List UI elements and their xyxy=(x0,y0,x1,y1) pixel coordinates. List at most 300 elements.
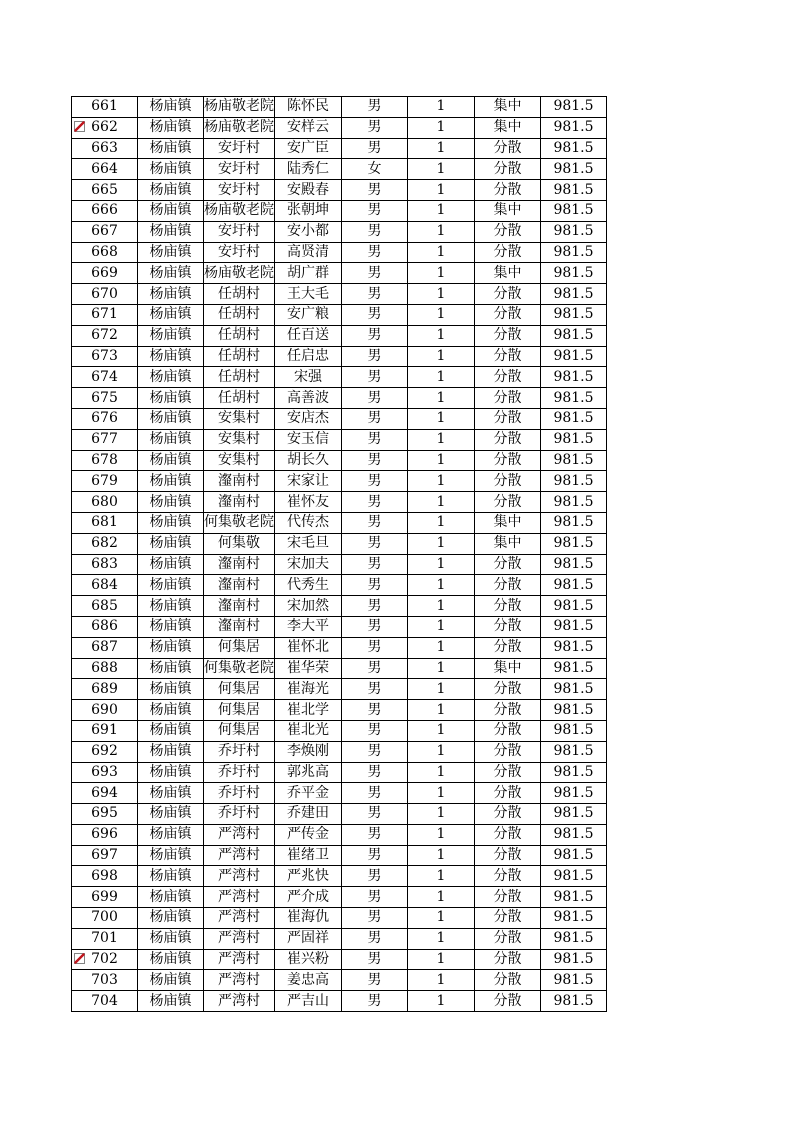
row-number-cell[interactable] xyxy=(72,908,138,929)
count-cell[interactable]: 1 xyxy=(408,388,475,409)
village-cell[interactable]: 安圩村 xyxy=(204,180,275,201)
amount-cell[interactable]: 981.5 xyxy=(541,679,607,700)
support-type-cell[interactable]: 分散 xyxy=(475,762,541,783)
amount-cell[interactable]: 981.5 xyxy=(541,720,607,741)
sex-cell[interactable]: 男 xyxy=(342,242,408,263)
name-cell[interactable]: 宋加夫 xyxy=(275,554,342,575)
support-type-cell[interactable]: 集中 xyxy=(475,533,541,554)
support-type-cell[interactable]: 分散 xyxy=(475,180,541,201)
amount-cell[interactable]: 981.5 xyxy=(541,970,607,991)
amount-cell[interactable]: 981.5 xyxy=(541,700,607,721)
name-cell[interactable]: 乔平金 xyxy=(275,783,342,804)
town-cell[interactable]: 杨庙镇 xyxy=(138,804,204,825)
amount-cell[interactable]: 981.5 xyxy=(541,908,607,929)
town-cell[interactable]: 杨庙镇 xyxy=(138,928,204,949)
village-cell[interactable]: 严湾村 xyxy=(204,845,275,866)
village-cell[interactable]: 严湾村 xyxy=(204,824,275,845)
row-number-cell[interactable] xyxy=(72,512,138,533)
town-cell[interactable]: 杨庙镇 xyxy=(138,367,204,388)
town-cell[interactable]: 杨庙镇 xyxy=(138,658,204,679)
row-number-cell[interactable] xyxy=(72,450,138,471)
row-number-cell[interactable] xyxy=(72,408,138,429)
sex-cell[interactable]: 男 xyxy=(342,596,408,617)
town-cell[interactable]: 杨庙镇 xyxy=(138,304,204,325)
village-cell[interactable]: 严湾村 xyxy=(204,866,275,887)
town-cell[interactable]: 杨庙镇 xyxy=(138,346,204,367)
name-cell[interactable]: 严吉山 xyxy=(275,991,342,1012)
town-cell[interactable]: 杨庙镇 xyxy=(138,242,204,263)
village-cell[interactable]: 安圩村 xyxy=(204,159,275,180)
amount-cell[interactable]: 981.5 xyxy=(541,284,607,305)
town-cell[interactable]: 杨庙镇 xyxy=(138,263,204,284)
village-cell[interactable]: 何集居 xyxy=(204,637,275,658)
amount-cell[interactable]: 981.5 xyxy=(541,221,607,242)
count-cell[interactable]: 1 xyxy=(408,97,475,118)
town-cell[interactable]: 杨庙镇 xyxy=(138,429,204,450)
support-type-cell[interactable]: 分散 xyxy=(475,408,541,429)
amount-cell[interactable]: 981.5 xyxy=(541,658,607,679)
amount-cell[interactable]: 981.5 xyxy=(541,263,607,284)
amount-cell[interactable]: 981.5 xyxy=(541,783,607,804)
name-cell[interactable]: 宋强 xyxy=(275,367,342,388)
sex-cell[interactable]: 男 xyxy=(342,512,408,533)
amount-cell[interactable]: 981.5 xyxy=(541,949,607,970)
row-number-cell[interactable] xyxy=(72,304,138,325)
row-number-cell[interactable] xyxy=(72,824,138,845)
town-cell[interactable]: 杨庙镇 xyxy=(138,949,204,970)
support-type-cell[interactable]: 分散 xyxy=(475,492,541,513)
amount-cell[interactable]: 981.5 xyxy=(541,242,607,263)
amount-cell[interactable]: 981.5 xyxy=(541,346,607,367)
support-type-cell[interactable]: 分散 xyxy=(475,325,541,346)
count-cell[interactable]: 1 xyxy=(408,741,475,762)
count-cell[interactable]: 1 xyxy=(408,970,475,991)
support-type-cell[interactable]: 分散 xyxy=(475,346,541,367)
count-cell[interactable]: 1 xyxy=(408,783,475,804)
support-type-cell[interactable]: 分散 xyxy=(475,575,541,596)
support-type-cell[interactable]: 分散 xyxy=(475,866,541,887)
support-type-cell[interactable]: 分散 xyxy=(475,970,541,991)
amount-cell[interactable]: 981.5 xyxy=(541,180,607,201)
village-cell[interactable]: 安圩村 xyxy=(204,138,275,159)
amount-cell[interactable]: 981.5 xyxy=(541,97,607,118)
row-number-cell[interactable] xyxy=(72,616,138,637)
name-cell[interactable]: 任百送 xyxy=(275,325,342,346)
name-cell[interactable]: 严固祥 xyxy=(275,928,342,949)
name-cell[interactable]: 宋加然 xyxy=(275,596,342,617)
village-cell[interactable]: 杨庙敬老院 xyxy=(204,117,275,138)
sex-cell[interactable]: 男 xyxy=(342,325,408,346)
sex-cell[interactable]: 男 xyxy=(342,200,408,221)
support-type-cell[interactable]: 分散 xyxy=(475,388,541,409)
amount-cell[interactable]: 981.5 xyxy=(541,866,607,887)
pencil-note-icon[interactable] xyxy=(74,121,85,132)
row-number-cell[interactable] xyxy=(72,263,138,284)
town-cell[interactable]: 杨庙镇 xyxy=(138,200,204,221)
row-number-cell[interactable] xyxy=(72,741,138,762)
support-type-cell[interactable]: 分散 xyxy=(475,845,541,866)
sex-cell[interactable]: 男 xyxy=(342,388,408,409)
support-type-cell[interactable]: 分散 xyxy=(475,138,541,159)
count-cell[interactable]: 1 xyxy=(408,408,475,429)
name-cell[interactable]: 安小都 xyxy=(275,221,342,242)
row-number-cell[interactable] xyxy=(72,575,138,596)
village-cell[interactable]: 任胡村 xyxy=(204,367,275,388)
town-cell[interactable]: 杨庙镇 xyxy=(138,492,204,513)
name-cell[interactable]: 安殿春 xyxy=(275,180,342,201)
village-cell[interactable]: 何集敬老院 xyxy=(204,658,275,679)
count-cell[interactable]: 1 xyxy=(408,762,475,783)
sex-cell[interactable]: 男 xyxy=(342,928,408,949)
row-number-cell[interactable] xyxy=(72,367,138,388)
count-cell[interactable]: 1 xyxy=(408,242,475,263)
row-number-cell[interactable] xyxy=(72,596,138,617)
amount-cell[interactable]: 981.5 xyxy=(541,408,607,429)
village-cell[interactable]: 乔圩村 xyxy=(204,783,275,804)
sex-cell[interactable]: 男 xyxy=(342,845,408,866)
village-cell[interactable]: 严湾村 xyxy=(204,970,275,991)
count-cell[interactable]: 1 xyxy=(408,887,475,908)
village-cell[interactable]: 安集村 xyxy=(204,408,275,429)
row-number-cell[interactable] xyxy=(72,679,138,700)
support-type-cell[interactable]: 分散 xyxy=(475,928,541,949)
row-number-cell[interactable] xyxy=(72,866,138,887)
sex-cell[interactable]: 男 xyxy=(342,221,408,242)
count-cell[interactable]: 1 xyxy=(408,658,475,679)
town-cell[interactable]: 杨庙镇 xyxy=(138,450,204,471)
name-cell[interactable]: 宋毛旦 xyxy=(275,533,342,554)
town-cell[interactable]: 杨庙镇 xyxy=(138,575,204,596)
amount-cell[interactable]: 981.5 xyxy=(541,637,607,658)
name-cell[interactable]: 安玉信 xyxy=(275,429,342,450)
count-cell[interactable]: 1 xyxy=(408,429,475,450)
count-cell[interactable]: 1 xyxy=(408,159,475,180)
name-cell[interactable]: 崔海光 xyxy=(275,679,342,700)
sex-cell[interactable]: 男 xyxy=(342,263,408,284)
count-cell[interactable]: 1 xyxy=(408,554,475,575)
row-number-cell[interactable] xyxy=(72,284,138,305)
sex-cell[interactable]: 男 xyxy=(342,949,408,970)
sex-cell[interactable]: 男 xyxy=(342,471,408,492)
row-number-cell[interactable] xyxy=(72,949,138,970)
name-cell[interactable]: 代秀生 xyxy=(275,575,342,596)
sex-cell[interactable]: 男 xyxy=(342,783,408,804)
count-cell[interactable]: 1 xyxy=(408,928,475,949)
village-cell[interactable]: 安圩村 xyxy=(204,242,275,263)
sex-cell[interactable]: 男 xyxy=(342,741,408,762)
count-cell[interactable]: 1 xyxy=(408,949,475,970)
sex-cell[interactable]: 男 xyxy=(342,575,408,596)
village-cell[interactable]: 任胡村 xyxy=(204,304,275,325)
village-cell[interactable]: 瀣南村 xyxy=(204,471,275,492)
row-number-cell[interactable] xyxy=(72,159,138,180)
name-cell[interactable]: 高善波 xyxy=(275,388,342,409)
sex-cell[interactable]: 男 xyxy=(342,720,408,741)
row-number-cell[interactable] xyxy=(72,887,138,908)
village-cell[interactable]: 严湾村 xyxy=(204,928,275,949)
support-type-cell[interactable]: 分散 xyxy=(475,783,541,804)
name-cell[interactable]: 李大平 xyxy=(275,616,342,637)
sex-cell[interactable]: 男 xyxy=(342,637,408,658)
count-cell[interactable]: 1 xyxy=(408,845,475,866)
name-cell[interactable]: 崔怀友 xyxy=(275,492,342,513)
town-cell[interactable]: 杨庙镇 xyxy=(138,616,204,637)
amount-cell[interactable]: 981.5 xyxy=(541,367,607,388)
count-cell[interactable]: 1 xyxy=(408,991,475,1012)
row-number-cell[interactable] xyxy=(72,429,138,450)
sex-cell[interactable]: 男 xyxy=(342,367,408,388)
support-type-cell[interactable]: 分散 xyxy=(475,887,541,908)
row-number-cell[interactable] xyxy=(72,471,138,492)
town-cell[interactable]: 杨庙镇 xyxy=(138,471,204,492)
name-cell[interactable]: 高贤清 xyxy=(275,242,342,263)
count-cell[interactable]: 1 xyxy=(408,367,475,388)
town-cell[interactable]: 杨庙镇 xyxy=(138,97,204,118)
village-cell[interactable]: 任胡村 xyxy=(204,388,275,409)
name-cell[interactable]: 陆秀仁 xyxy=(275,159,342,180)
support-type-cell[interactable]: 分散 xyxy=(475,679,541,700)
sex-cell[interactable]: 男 xyxy=(342,492,408,513)
town-cell[interactable]: 杨庙镇 xyxy=(138,783,204,804)
support-type-cell[interactable]: 集中 xyxy=(475,512,541,533)
count-cell[interactable]: 1 xyxy=(408,700,475,721)
count-cell[interactable]: 1 xyxy=(408,616,475,637)
amount-cell[interactable]: 981.5 xyxy=(541,159,607,180)
row-number-cell[interactable] xyxy=(72,533,138,554)
sex-cell[interactable]: 男 xyxy=(342,180,408,201)
count-cell[interactable]: 1 xyxy=(408,284,475,305)
row-number-cell[interactable] xyxy=(72,97,138,118)
town-cell[interactable]: 杨庙镇 xyxy=(138,325,204,346)
village-cell[interactable]: 安集村 xyxy=(204,450,275,471)
support-type-cell[interactable]: 分散 xyxy=(475,242,541,263)
support-type-cell[interactable]: 分散 xyxy=(475,221,541,242)
sex-cell[interactable]: 男 xyxy=(342,429,408,450)
name-cell[interactable]: 郭兆高 xyxy=(275,762,342,783)
name-cell[interactable]: 胡长久 xyxy=(275,450,342,471)
count-cell[interactable]: 1 xyxy=(408,533,475,554)
row-number-cell[interactable] xyxy=(72,658,138,679)
support-type-cell[interactable]: 分散 xyxy=(475,159,541,180)
sex-cell[interactable]: 男 xyxy=(342,866,408,887)
support-type-cell[interactable]: 分散 xyxy=(475,367,541,388)
row-number-cell[interactable] xyxy=(72,221,138,242)
village-cell[interactable]: 何集敬老院 xyxy=(204,512,275,533)
sex-cell[interactable]: 男 xyxy=(342,554,408,575)
support-type-cell[interactable]: 分散 xyxy=(475,450,541,471)
name-cell[interactable]: 王大毛 xyxy=(275,284,342,305)
amount-cell[interactable]: 981.5 xyxy=(541,991,607,1012)
village-cell[interactable]: 严湾村 xyxy=(204,908,275,929)
support-type-cell[interactable]: 分散 xyxy=(475,616,541,637)
sex-cell[interactable]: 男 xyxy=(342,658,408,679)
amount-cell[interactable]: 981.5 xyxy=(541,388,607,409)
town-cell[interactable]: 杨庙镇 xyxy=(138,284,204,305)
town-cell[interactable]: 杨庙镇 xyxy=(138,596,204,617)
name-cell[interactable]: 陈怀民 xyxy=(275,97,342,118)
name-cell[interactable]: 宋家让 xyxy=(275,471,342,492)
sex-cell[interactable]: 男 xyxy=(342,138,408,159)
support-type-cell[interactable]: 集中 xyxy=(475,263,541,284)
village-cell[interactable]: 严湾村 xyxy=(204,991,275,1012)
name-cell[interactable]: 安广臣 xyxy=(275,138,342,159)
support-type-cell[interactable]: 分散 xyxy=(475,554,541,575)
village-cell[interactable]: 瀣南村 xyxy=(204,596,275,617)
count-cell[interactable]: 1 xyxy=(408,596,475,617)
sex-cell[interactable]: 男 xyxy=(342,450,408,471)
row-number-cell[interactable] xyxy=(72,200,138,221)
amount-cell[interactable]: 981.5 xyxy=(541,824,607,845)
name-cell[interactable]: 崔兴粉 xyxy=(275,949,342,970)
count-cell[interactable]: 1 xyxy=(408,450,475,471)
town-cell[interactable]: 杨庙镇 xyxy=(138,908,204,929)
row-number-cell[interactable] xyxy=(72,783,138,804)
row-number-cell[interactable] xyxy=(72,180,138,201)
village-cell[interactable]: 杨庙敬老院 xyxy=(204,263,275,284)
support-type-cell[interactable]: 集中 xyxy=(475,97,541,118)
name-cell[interactable]: 安样云 xyxy=(275,117,342,138)
town-cell[interactable]: 杨庙镇 xyxy=(138,408,204,429)
count-cell[interactable]: 1 xyxy=(408,200,475,221)
village-cell[interactable]: 乔圩村 xyxy=(204,741,275,762)
count-cell[interactable]: 1 xyxy=(408,637,475,658)
town-cell[interactable]: 杨庙镇 xyxy=(138,991,204,1012)
name-cell[interactable]: 姜忠高 xyxy=(275,970,342,991)
count-cell[interactable]: 1 xyxy=(408,824,475,845)
support-type-cell[interactable]: 集中 xyxy=(475,200,541,221)
row-number-cell[interactable] xyxy=(72,970,138,991)
name-cell[interactable]: 崔华荣 xyxy=(275,658,342,679)
town-cell[interactable]: 杨庙镇 xyxy=(138,720,204,741)
name-cell[interactable]: 崔海仇 xyxy=(275,908,342,929)
name-cell[interactable]: 代传杰 xyxy=(275,512,342,533)
town-cell[interactable]: 杨庙镇 xyxy=(138,637,204,658)
support-type-cell[interactable]: 分散 xyxy=(475,720,541,741)
town-cell[interactable]: 杨庙镇 xyxy=(138,138,204,159)
sex-cell[interactable]: 男 xyxy=(342,762,408,783)
name-cell[interactable]: 严传金 xyxy=(275,824,342,845)
support-type-cell[interactable]: 分散 xyxy=(475,596,541,617)
village-cell[interactable]: 瀣南村 xyxy=(204,616,275,637)
amount-cell[interactable]: 981.5 xyxy=(541,845,607,866)
town-cell[interactable]: 杨庙镇 xyxy=(138,533,204,554)
sex-cell[interactable]: 男 xyxy=(342,887,408,908)
name-cell[interactable]: 崔北学 xyxy=(275,700,342,721)
sex-cell[interactable]: 男 xyxy=(342,284,408,305)
row-number-cell[interactable] xyxy=(72,346,138,367)
town-cell[interactable]: 杨庙镇 xyxy=(138,824,204,845)
town-cell[interactable]: 杨庙镇 xyxy=(138,554,204,575)
name-cell[interactable]: 安广粮 xyxy=(275,304,342,325)
sex-cell[interactable]: 男 xyxy=(342,346,408,367)
amount-cell[interactable]: 981.5 xyxy=(541,325,607,346)
town-cell[interactable]: 杨庙镇 xyxy=(138,845,204,866)
village-cell[interactable]: 严湾村 xyxy=(204,949,275,970)
count-cell[interactable]: 1 xyxy=(408,304,475,325)
town-cell[interactable]: 杨庙镇 xyxy=(138,866,204,887)
row-number-cell[interactable] xyxy=(72,720,138,741)
row-number-cell[interactable] xyxy=(72,700,138,721)
town-cell[interactable]: 杨庙镇 xyxy=(138,700,204,721)
village-cell[interactable]: 瀣南村 xyxy=(204,575,275,596)
support-type-cell[interactable]: 分散 xyxy=(475,429,541,450)
town-cell[interactable]: 杨庙镇 xyxy=(138,887,204,908)
row-number-cell[interactable] xyxy=(72,117,138,138)
town-cell[interactable]: 杨庙镇 xyxy=(138,762,204,783)
amount-cell[interactable]: 981.5 xyxy=(541,117,607,138)
support-type-cell[interactable]: 分散 xyxy=(475,304,541,325)
amount-cell[interactable]: 981.5 xyxy=(541,596,607,617)
support-type-cell[interactable]: 分散 xyxy=(475,991,541,1012)
row-number-cell[interactable] xyxy=(72,554,138,575)
town-cell[interactable]: 杨庙镇 xyxy=(138,679,204,700)
count-cell[interactable]: 1 xyxy=(408,471,475,492)
village-cell[interactable]: 何集敬 xyxy=(204,533,275,554)
support-type-cell[interactable]: 集中 xyxy=(475,658,541,679)
village-cell[interactable]: 杨庙敬老院 xyxy=(204,97,275,118)
count-cell[interactable]: 1 xyxy=(408,263,475,284)
support-type-cell[interactable]: 分散 xyxy=(475,700,541,721)
town-cell[interactable]: 杨庙镇 xyxy=(138,159,204,180)
name-cell[interactable]: 崔怀北 xyxy=(275,637,342,658)
support-type-cell[interactable]: 分散 xyxy=(475,824,541,845)
sex-cell[interactable]: 男 xyxy=(342,700,408,721)
amount-cell[interactable]: 981.5 xyxy=(541,928,607,949)
count-cell[interactable]: 1 xyxy=(408,180,475,201)
town-cell[interactable]: 杨庙镇 xyxy=(138,117,204,138)
village-cell[interactable]: 杨庙敬老院 xyxy=(204,200,275,221)
amount-cell[interactable]: 981.5 xyxy=(541,533,607,554)
amount-cell[interactable]: 981.5 xyxy=(541,450,607,471)
count-cell[interactable]: 1 xyxy=(408,575,475,596)
town-cell[interactable]: 杨庙镇 xyxy=(138,970,204,991)
support-type-cell[interactable]: 分散 xyxy=(475,908,541,929)
sex-cell[interactable]: 男 xyxy=(342,408,408,429)
count-cell[interactable]: 1 xyxy=(408,221,475,242)
town-cell[interactable]: 杨庙镇 xyxy=(138,221,204,242)
sex-cell[interactable]: 男 xyxy=(342,533,408,554)
sex-cell[interactable]: 男 xyxy=(342,304,408,325)
amount-cell[interactable]: 981.5 xyxy=(541,741,607,762)
town-cell[interactable]: 杨庙镇 xyxy=(138,512,204,533)
count-cell[interactable]: 1 xyxy=(408,325,475,346)
name-cell[interactable]: 崔绪卫 xyxy=(275,845,342,866)
row-number-cell[interactable] xyxy=(72,242,138,263)
village-cell[interactable]: 严湾村 xyxy=(204,887,275,908)
amount-cell[interactable]: 981.5 xyxy=(541,804,607,825)
count-cell[interactable]: 1 xyxy=(408,492,475,513)
village-cell[interactable]: 何集居 xyxy=(204,700,275,721)
village-cell[interactable]: 任胡村 xyxy=(204,284,275,305)
support-type-cell[interactable]: 集中 xyxy=(475,117,541,138)
sex-cell[interactable]: 男 xyxy=(342,97,408,118)
sex-cell[interactable]: 男 xyxy=(342,804,408,825)
name-cell[interactable]: 安店杰 xyxy=(275,408,342,429)
village-cell[interactable]: 任胡村 xyxy=(204,346,275,367)
town-cell[interactable]: 杨庙镇 xyxy=(138,741,204,762)
sex-cell[interactable]: 男 xyxy=(342,679,408,700)
village-cell[interactable]: 瀣南村 xyxy=(204,554,275,575)
name-cell[interactable]: 严介成 xyxy=(275,887,342,908)
support-type-cell[interactable]: 分散 xyxy=(475,637,541,658)
count-cell[interactable]: 1 xyxy=(408,346,475,367)
amount-cell[interactable]: 981.5 xyxy=(541,200,607,221)
amount-cell[interactable]: 981.5 xyxy=(541,512,607,533)
town-cell[interactable]: 杨庙镇 xyxy=(138,388,204,409)
name-cell[interactable]: 张朝坤 xyxy=(275,200,342,221)
name-cell[interactable]: 崔北光 xyxy=(275,720,342,741)
row-number-cell[interactable] xyxy=(72,928,138,949)
